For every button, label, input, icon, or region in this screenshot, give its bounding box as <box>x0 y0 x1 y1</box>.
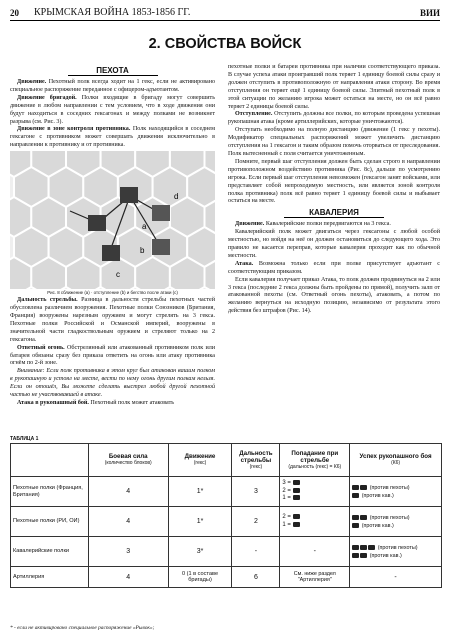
die-icon <box>352 553 359 558</box>
unit-counter <box>152 205 170 221</box>
range-cell: 6 <box>232 567 280 588</box>
table-header: Успех рукопашного боя (К6) <box>350 444 442 477</box>
melee-cell: (против пехоты) (против кав.) <box>350 477 442 507</box>
die-icon <box>293 514 300 519</box>
paragraph: Кавалерийский полк может двигаться через гексагоны с любой особой местностью, но войдя на неё он должен остановиться до следующего хода. Это правило не касается переправ, которые кавалерия проходит как по обычной местности. <box>228 229 440 259</box>
melee-cell: (против пехоты) (против кав.) <box>350 537 442 567</box>
running-title: КРЫМСКАЯ ВОЙНА 1853-1856 ГГ. <box>34 7 191 18</box>
paragraph: Движение. Пехотный полк всегда ходит на 1 гекс, если не активировано специальное распоряжение переданное с офицером-адъютантом. <box>10 79 215 93</box>
table-row <box>11 537 442 567</box>
melee-cell: - <box>350 567 442 588</box>
die-icon <box>352 523 359 528</box>
table-footnote: * - если не активировано специальное распоряжение «Рывок»; <box>10 625 155 631</box>
range-cell: 3 <box>232 477 280 507</box>
strength-cell: 4 <box>88 477 168 507</box>
right-column <box>228 64 440 316</box>
fire-cell: 3 = 2 = 1 = <box>280 477 350 507</box>
range-cell: - <box>232 537 280 567</box>
fig-label-b: b <box>140 246 145 256</box>
die-icon <box>352 545 359 550</box>
die-icon <box>360 485 367 490</box>
table-header <box>11 444 89 477</box>
paragraph: Атака в рукопашный бой. Пехотный полк может атаковать <box>17 399 175 406</box>
die-icon <box>360 553 367 558</box>
unit-name: Артиллерия <box>11 567 89 588</box>
paragraph: Движение. Кавалерийские полки передвигаются на 3 гекса. <box>235 221 391 228</box>
move-cell: 1* <box>168 507 232 537</box>
move-cell: 0 (1 в составе бригады) <box>168 567 232 588</box>
table-header: Попадание при стрельбе (дальность (гекс) = К6) <box>280 444 350 477</box>
note-paragraph: Внимание: Если полк противника в этом круг был атакован вашим полком в рукопашную и устоял на месте, вести по нему огонь другим полкам нельзя. Если он отошёл, Вы можете сделать выстрел любой другой пехотной частью не участвовавшей в атаке. <box>10 368 215 399</box>
page-number: 20 <box>10 8 19 18</box>
fire-cell: 2 = 1 = <box>280 507 350 537</box>
unit-name: Пехотные полки (РИ, ОИ) <box>11 507 89 537</box>
move-cell: 1* <box>168 477 232 507</box>
table-header-row <box>11 444 442 477</box>
die-icon <box>293 495 300 500</box>
hex-figure <box>10 151 215 289</box>
die-icon <box>352 515 359 520</box>
fig-label-a: a <box>142 222 147 232</box>
table-row <box>11 507 442 537</box>
paragraph: Атака. Возможна только если при полке присутствует адъютант с соответствующим приказом. <box>228 260 440 275</box>
fire-cell: - <box>280 537 350 567</box>
range-cell: 2 <box>232 507 280 537</box>
page-title: 2. СВОЙСТВА ВОЙСК <box>148 36 302 52</box>
die-icon <box>352 493 359 498</box>
figure-caption: Рис. 8 сближение (а) · отступление (b) и бегство после атаки (c) <box>47 290 178 296</box>
section-code: ВИИ <box>419 8 440 18</box>
unit-name: Кавалерийские полки <box>11 537 89 567</box>
die-icon <box>293 522 300 527</box>
paragraph: Отступать необходимо на полную дистанцию (движение (1 гекс у пехоты). Модификатор специальных распоряжений может увеличить дистанцию отступления на 1 гексагон и таким образом помочь оторваться от преследования. Полк вытесненный с поля считается уничтоженным. <box>228 127 440 157</box>
die-icon <box>360 515 367 520</box>
left-column <box>10 64 215 408</box>
die-icon <box>293 488 300 493</box>
paragraph: Если кавалерия получает приказ Атака, то полк должен продвинуться на 2 или 3 гекса (последние 2 гекса должны быть пройдены по прямой), получить залп от атакованной пехоты (см. Ответный огонь пехоты), атаковать, а потом по желанию вернуться на исходную позицию, независимо от результата этого действия без штрафов (Рис. 14). <box>228 276 440 315</box>
paragraph: Отступление. Отступить должны все полки, по которым проведена успешная рукопашная атака (кроме артиллерийских, которые уничтожаются). <box>228 111 440 126</box>
paragraph: Движение в зоне контроля противника. Полк находящийся в соседнем гексагоне с противником может совершать движения исключительно в направлении к противнику и от противника. <box>10 126 215 149</box>
paragraph: Помните, первый шаг отступления должен быть сделан строго в направлении противоположном воздействию противника (Рис. 8с), дальше по усмотрению игрока. Если первый шаг отступления невозможен (гексагон занят войсками, или представляет собой непроходимую местность, или является зоной контроля полка противника) полк всё равно теряет 1 единицу боевой силы и выбывает остаться на месте. <box>228 158 440 205</box>
unit-counter <box>102 245 120 261</box>
unit-stats-table <box>10 443 442 588</box>
strength-cell: 4 <box>88 507 168 537</box>
strength-cell: 3 <box>88 537 168 567</box>
move-cell: 3* <box>168 537 232 567</box>
table-row <box>11 477 442 507</box>
hex-map-diagram <box>10 151 215 289</box>
unit-counter <box>120 187 138 203</box>
paragraph: Дальность стрельбы. Разница в дальности стрельбы пехотных частей обусловлена различием вооружения. Пехотные полки Союзников (Британия, Франция) вооружены нарезным оружием и могут стрелять на 3 гекса. Пехотные полки Российской и Османской империй, вооружены в значительной части гладкоствольным оружием и стреляют только на 2 гексагона. <box>10 297 215 343</box>
die-icon <box>293 480 300 485</box>
fig-label-d: d <box>174 192 179 202</box>
table-label: ТАБЛИЦА 1 <box>10 436 39 442</box>
paragraph: пехотные полки и батареи противника при наличии соответствующего приказа. В случае успеха атаки проигравший полк теряет 1 единицу боевой силы сразу и должен отступить в противоположную от направления атаки сторону. Во время отступления он теряет ещё 1 единицу боевой силы. Элитный пехотный полк в этой ситуации по желанию игрока может остаться на месте, но он всё равно теряет 2 единицы боевой силы. <box>228 64 440 110</box>
table-header: Дальность стрельбы (гекс) <box>232 444 280 477</box>
table-header: Движение (гекс) <box>168 444 232 477</box>
table-row <box>11 567 442 588</box>
unit-name: Пехотные полки (Франция, Британия) <box>11 477 89 507</box>
melee-cell: (против пехоты) (против кав.) <box>350 507 442 537</box>
unit-counter <box>88 215 106 231</box>
die-icon <box>360 545 367 550</box>
paragraph: Ответный огонь. Обстрелянный или атакованный противником полк или батарея обязаны сразу без приказа ответить на огонь или атаку противника огнём по 2-й зоне. <box>10 344 216 367</box>
die-icon <box>368 545 375 550</box>
table-header: Боевая сила (количество блоков) <box>88 444 168 477</box>
fire-cell: См. ниже раздел "Артиллерия" <box>280 567 350 588</box>
paragraph: Движение бригадой. Полки входящие в бригаду могут совершить движение в любом направлении с тем условием, что в ходе движения они будут находиться в соседних гексагонах и между полками не возникнет разрыва (см. Рис. 3). <box>10 94 215 125</box>
cavalry-heading: КАВАЛЕРИЯ <box>284 208 384 218</box>
die-icon <box>352 485 359 490</box>
page-header <box>10 6 440 21</box>
unit-counter <box>152 239 170 255</box>
strength-cell: 4 <box>88 567 168 588</box>
fig-label-c: c <box>116 270 120 280</box>
infantry-heading: ПЕХОТА <box>68 66 158 76</box>
